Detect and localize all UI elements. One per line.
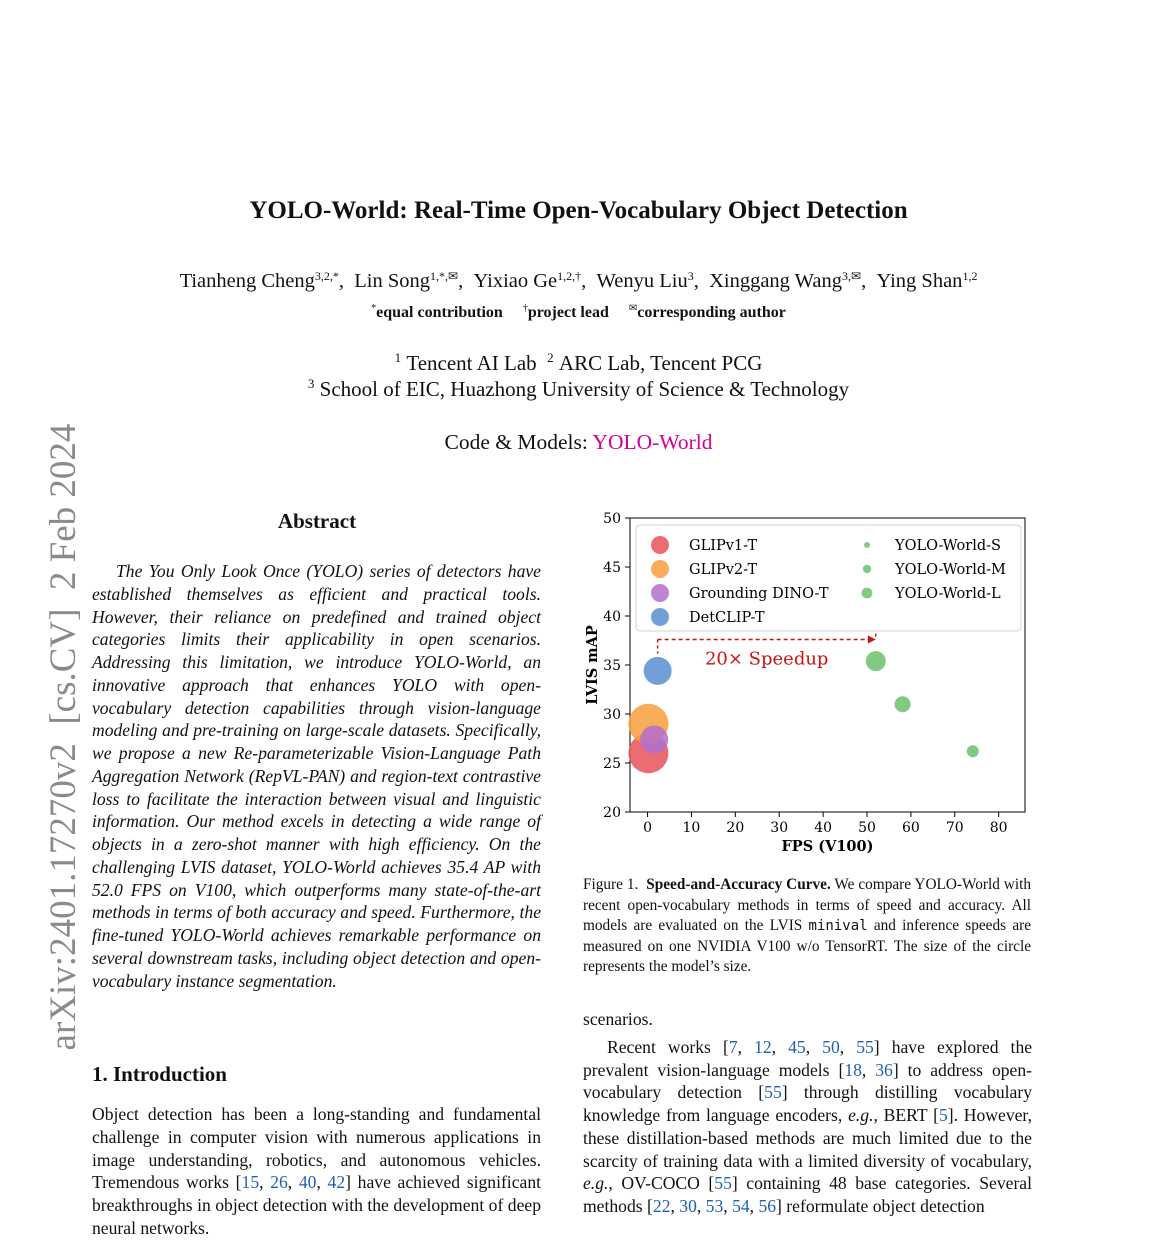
y-tick-label: 35 [603,658,621,674]
legend-label: Grounding DINO-T [689,586,829,602]
affiliation-line-2 [0,377,1157,402]
paper-title: YOLO-World: Real-Time Open-Vocabulary Object Detection [249,197,908,224]
author-name: Yixiao Ge [473,270,558,292]
x-tick-label: 10 [682,820,701,836]
affiliation-name: Tencent AI Lab [406,351,537,375]
code-link[interactable]: YOLO-World [592,430,713,454]
intro-text: Object detection has been a long-standing and fundamental challenge in computer vision with numerous applications in image understanding, robotics, and autonomous vehicles. Tremendous works [ [92,1104,541,1193]
note-text: corresponding author [637,304,786,321]
legend-marker [651,536,669,554]
legend-marker [651,560,669,578]
data-point [866,651,886,671]
section-heading-introduction: 1. Introduction [92,1062,227,1086]
speedup-annotation: 20× Speedup [704,648,829,670]
x-axis-label: FPS (V100) [781,838,874,855]
body-text: , OV-COCO [ [608,1173,715,1194]
citation-link[interactable]: 30 [679,1196,697,1216]
y-tick-label: 25 [603,756,621,772]
citation-link[interactable]: 7 [728,1036,738,1057]
paragraph-continuation: scenarios. [583,1009,653,1029]
legend-marker [862,588,873,599]
introduction-body: Object detection has been a long-standing and fundamental challenge in computer vision with numerous applications in image understanding, robotics, and autonomous vehicles. Tremendous works [15, 26, 40, 42] have achieved significant breakthroughs in object detection with the development of deep neural networks. [92,1104,542,1238]
body-text: ]. However, these distillation-based methods are much limited due to the scarcity of training data with a limited diversity of vocabulary, [583,1105,1032,1171]
y-tick-label: 30 [603,707,621,723]
abstract-body [92,560,541,992]
y-tick-label: 40 [603,609,621,625]
note-mark: † [522,303,528,314]
citation-link[interactable]: 55 [856,1036,874,1057]
author-affiliation-marks: 3,2,* [314,269,339,283]
citation-link[interactable]: 26 [270,1172,288,1193]
citation-link[interactable]: 18 [844,1059,862,1080]
author-name: Ying Shan [876,270,963,292]
citation-link[interactable]: 15 [241,1172,260,1193]
author-name: Tianheng Cheng [179,270,315,292]
abstract-text: The You Only Look Once (YOLO) series of detectors have established themselves as efficient and practical tools. However, their reliance on predefined and trained object categories limits their applicability in open scenarios. Addressing this limitation, we introduce YOLO-World, an innovative approach that enhances YOLO with open-vocabulary detection capabilities through vision-language modeling and pre-training on large-scale datasets. Specifically, we propose a new Re-parameterizable Vision-Language Path Aggregation Network (RepVL-PAN) and region-text contrastive loss to facilitate the interaction between visual and linguistic information. Our method excels in detecting a wide range of objects in a zero-shot manner with high efficiency. On the challenging LVIS dataset, YOLO-World achieves 35.4 AP with 52.0 FPS on V100, which outperforms many state-of-the-art methods in terms of both accuracy and speed. Furthermore, the fine-tuned YOLO-World achieves remarkable performance on several downstream tasks, including object detection and open-vocabulary instance segmentation. [92,561,541,991]
author-list: Tianheng Cheng$^{3,2,*}$, Lin Song$^{1,*,✉}$, Yixiao $Ge^{1,2,\dagger}$, Wenyu Liu$^3$, Xinggang Wang$^{3,✉}$, Ying Shan$^{1,2}$ [179,269,978,292]
citation-link[interactable]: 22 [652,1196,671,1216]
affiliation-mark: 1 [394,350,402,365]
x-tick-label: 60 [901,820,920,836]
data-point [895,696,911,712]
legend-marker [863,565,871,573]
y-axis-label: LVIS mAP [584,625,601,705]
data-point [644,657,672,685]
data-point [967,745,979,757]
body-text: ] through distilling vocabulary knowledge from language encoders, [583,1082,1033,1125]
body-text: ] to address open-vocabulary detection [ [583,1059,1033,1103]
data-point [640,725,668,753]
abstract-heading: Abstract [277,509,357,533]
x-tick-label: 0 [643,820,653,836]
x-tick-label: 40 [814,820,833,836]
x-tick-label: 30 [770,820,789,836]
author-affiliation-marks: 3,✉ [842,269,862,283]
author-affiliation-marks: 3 [687,269,694,283]
figure-caption-title: Speed-and-Accuracy Curve. [646,876,831,893]
figure-caption [583,875,1031,978]
citation-link[interactable]: 42 [327,1172,346,1193]
legend-label: DetCLIP-T [689,610,765,626]
caption-text: and inference speeds are measured on one NVIDIA V100 w/o TensorRT. The size of the circle represents the model’s size. [583,917,1031,975]
note-mark: ✉ [628,303,638,314]
y-tick-label: 20 [603,805,621,821]
affiliation-name: ARC Lab, Tencent PCG [558,351,763,375]
body-text: ] have explored the prevalent vision-language models [ [583,1036,1033,1080]
author-name: Xinggang Wang [709,270,842,292]
y-tick-label: 45 [603,560,621,576]
citation-link[interactable]: 50 [822,1036,840,1057]
citation-link[interactable]: 54 [732,1196,750,1216]
affiliation-mark: 2 [547,350,554,365]
author-name: Wenyu Liu [596,270,688,292]
legend-label: YOLO-World-M [895,562,1006,578]
code-label: Code & Models: [444,430,588,454]
body-text-italic: e.g. [583,1173,609,1194]
citation-link[interactable]: 45 [788,1036,806,1057]
paragraph-recent-works: Recent works [7, 12, 45, 50, 55] have explored the prevalent vision-language models [18, 36] to address open-vocabulary detection [55] through distilling vocabulary knowledge from language encoders, e.g., BERT [5]. However, these distillation-based methods are much limited due to the scarcity of training data with a limited diversity of vocabulary, e.g., OV-COCO [55] containing 48 base categories. Several methods [22, 30, 53, 54, 56] reformulate object detection [583,1036,1033,1216]
speed-accuracy-chart [578,505,1033,860]
citation-link[interactable]: 55 [764,1082,782,1103]
note-text: equal contribution [376,304,503,321]
legend-label: GLIPv2-T [689,562,758,578]
author-affiliation-marks: 1,2 [962,269,978,283]
body-text: ] reformulate object detection [776,1196,985,1216]
body-text: ] containing 48 base categories. Several methods [ [583,1173,1032,1216]
body-text: , BERT [ [873,1105,939,1125]
affiliation-line-1 [0,351,1157,376]
right-column-body [583,1008,1033,1216]
arxiv-side-label: arXiv:2401.17270v2 [cs.CV] 2 Feb 2024 [43,423,84,1051]
citation-link[interactable]: 53 [705,1196,724,1216]
body-text: Recent works [ [607,1036,729,1057]
citation-link[interactable]: 40 [298,1172,317,1193]
x-tick-label: 50 [858,820,876,836]
legend-marker [864,542,870,548]
affiliation-mark: 3 [307,376,315,391]
author-affiliation-marks: 1,2,† [557,269,582,283]
x-tick-label: 80 [989,820,1008,836]
author-affiliation-marks: 1,*,✉ [430,269,459,283]
intro-text: ] have achieved significant breakthroughs in object detection with the development of deep neural networks. [92,1172,542,1238]
legend-marker [651,584,669,602]
citation-link[interactable]: 56 [758,1196,777,1216]
author-notes [0,304,1157,322]
citation-link[interactable]: 12 [754,1036,772,1057]
legend-label: GLIPv1-T [689,538,758,554]
note-text: project lead [527,304,609,321]
legend-label: YOLO-World-L [895,586,1001,602]
caption-code: minival [808,918,868,934]
affiliation-name: School of EIC, Huazhong University of Science & Technology [319,377,850,401]
body-text-italic: e.g. [848,1105,874,1125]
legend-label: YOLO-World-S [895,538,1001,554]
citation-link[interactable]: 5 [938,1105,948,1125]
citation-link[interactable]: 55 [714,1173,732,1194]
note-mark: * [371,303,377,314]
author-name: Lin Song [354,270,431,292]
figure-label: Figure 1. [583,876,639,893]
caption-text: We compare YOLO-World with recent open-vocabulary methods in terms of speed and accuracy. All models are evaluated on the LVIS [583,876,1031,934]
y-tick-label: 50 [603,511,621,527]
legend-marker [651,608,669,626]
x-tick-label: 20 [726,820,745,836]
code-and-models [0,430,1157,455]
x-tick-label: 70 [945,820,964,836]
citation-link[interactable]: 36 [875,1059,893,1080]
